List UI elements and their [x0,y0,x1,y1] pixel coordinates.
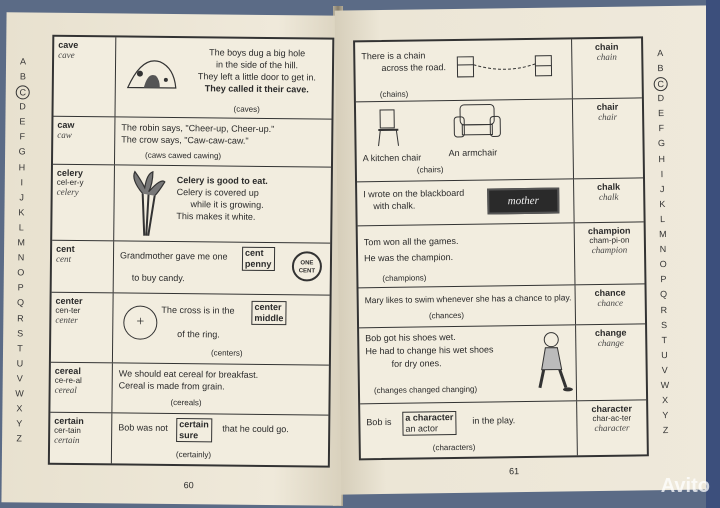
headword: chance [594,287,626,299]
alphabet-letter: G [657,138,666,149]
sentence-line: They left a little door to get in. [197,71,316,83]
synonym-box [242,247,275,271]
coin-text: ONE CENT [298,260,316,275]
alphabet-letter: T [661,334,668,345]
entry-center [51,293,330,366]
headword: chair [596,101,619,112]
sentence-line: that he could go. [222,423,289,435]
alphabet-letter: T [17,343,23,354]
cave-illustration [126,51,178,92]
word-forms: (champions) [382,273,427,284]
entry-chair [356,98,643,182]
alphabet-letter: F [658,123,665,134]
sentence-line: Tom won all the games. [363,235,459,248]
sentence-line: to buy candy. [131,272,185,284]
armchair-illustration [452,102,503,143]
boxed-word: sure [179,430,199,441]
sentence-line: We should eat cereal for breakfast. [118,368,259,380]
script-word: chalk [598,191,619,202]
entry-cave [53,37,332,120]
sentence-line: He was the champion. [364,252,454,264]
sentence-line: Celery is covered up [176,187,259,198]
entry-chain [355,38,642,102]
sentence-line: A kitchen chair [362,152,422,164]
word-cell [52,241,115,293]
alphabet-index-right [653,46,672,439]
script-word: chain [596,51,617,62]
word-forms: (characters) [432,442,476,453]
syllables: char-ac-ter [592,413,632,424]
synonym-box [402,411,456,436]
alphabet-letter: H [658,153,666,164]
word-forms: (chairs) [416,165,444,175]
word-cell [571,38,642,98]
script-word: celery [56,186,79,197]
word-cell [52,165,115,241]
sentence-line: He had to change his wet shoes [365,344,494,357]
alphabet-letter: D [19,101,26,112]
sentence-line: An armchair [448,147,498,159]
word-cell [50,363,113,413]
entry-cereal [50,363,329,416]
alphabet-letter: N [17,252,25,263]
boxed-word: penny [244,258,272,270]
alphabet-letter: P [660,274,667,285]
page-number: 61 [509,466,520,477]
alphabet-letter: V [16,373,23,384]
syllables: cen-ter [55,305,81,316]
sentence-line: for dry ones. [391,358,442,369]
word-forms: (changes changed changing) [373,384,478,396]
sentence-line: in the side of the hill. [215,59,299,71]
headword: center [55,295,83,307]
alphabet-letter: D [657,93,665,104]
alphabet-letter: J [19,192,24,203]
synonym-box [176,418,212,442]
word-forms: (caws cawed cawing) [145,150,222,161]
alphabet-letter: A [19,56,27,67]
word-cell [53,37,116,117]
alphabet-letter: L [659,213,666,225]
entry-chalk [357,178,644,226]
sentence-line: The robin says, "Cheer-up, Cheer-up." [121,122,275,135]
boxed-word: a character [405,412,454,423]
script-word: chance [597,297,624,309]
watermark-text: Avito [660,475,710,497]
syllables: cham-pi-on [589,235,630,246]
dictionary-table-right [353,36,649,460]
alphabet-letter: F [19,131,26,142]
dictionary-table-left [48,35,334,468]
alphabet-letter: C [16,85,30,99]
sentence-line: Bob got his shoes wet. [365,331,456,344]
ring-illustration: + [123,305,157,339]
word-cell [574,222,645,284]
syllables: cer-tain [54,425,81,436]
word-cell [574,284,645,324]
sentence-line: The cross is in the [161,304,235,316]
headword: character [591,403,633,415]
script-word: center [55,314,78,325]
word-cell [573,178,644,222]
book-cover-edge [706,0,720,508]
sentence-line: in the play. [472,415,516,426]
boxed-word: certain [179,419,209,430]
sentence-line: Celery is good to eat. [176,175,268,186]
sentence-line: Mary likes to swim whenever she has a chance to play. [364,292,572,306]
word-forms: (cereals) [170,397,202,408]
alphabet-letter: W [660,379,670,391]
entry-caw [53,117,331,168]
left-page [1,12,346,506]
alphabet-letter: I [20,177,24,188]
headword: caw [57,119,75,130]
script-word: certain [54,434,80,446]
alphabet-letter: U [661,349,668,360]
alphabet-letter: Y [16,418,23,429]
entry-change [359,324,646,404]
right-page [335,5,718,494]
syllables: ce-re-al [54,375,82,386]
boxed-word: center [254,301,282,313]
sentence-line: The boys dug a big hole [209,47,306,59]
headword: chalk [597,181,621,193]
alphabet-letter: A [657,48,664,59]
word-forms: (certainly) [175,450,212,460]
sentence-line: across the road. [381,62,447,74]
sentence-line: Bob was not [118,422,168,433]
sentence-line: They called it their cave. [204,83,309,95]
word-forms: (chains) [379,89,409,100]
coin-illustration [292,251,322,281]
script-word: cave [58,49,75,60]
alphabet-letter: X [16,403,23,414]
alphabet-letter: B [19,71,26,82]
kitchen-chair-illustration [376,108,401,148]
script-word: cereal [54,384,77,395]
alphabet-letter: E [19,116,26,127]
entry-cent [52,241,331,296]
page-number: 60 [183,480,194,491]
alphabet-letter: V [661,364,668,375]
sentence-line: There is a chain [361,50,426,62]
alphabet-letter: J [659,183,665,194]
boy-illustration [533,329,574,394]
script-word: cent [55,253,72,264]
alphabet-letter: O [659,259,667,270]
alphabet-letter: U [16,358,24,369]
sentence-line: while it is growing. [190,199,264,210]
sentence-line: Grandmother gave me one [119,250,228,262]
alphabet-letter: G [18,146,26,157]
alphabet-letter: B [657,63,664,74]
script-word: champion [591,244,628,256]
word-cell [576,400,647,455]
alphabet-letter: K [18,207,25,218]
synonym-box [251,301,286,325]
sentence-line: Bob is [366,416,392,428]
alphabet-letter: I [660,168,664,179]
word-cell [572,98,643,178]
entry-champion [358,222,645,288]
alphabet-letter: R [660,304,668,315]
sentence-line: with chalk. [373,200,416,212]
word-cell [50,413,113,464]
sentence-line: Cereal is made from grain. [118,380,225,392]
word-cell [53,117,115,165]
watermark-logo [661,475,710,498]
chain-illustration [455,52,555,83]
alphabet-letter: H [18,161,26,172]
alphabet-letter: K [659,198,666,209]
alphabet-letter: N [659,244,667,255]
alphabet-letter: C [654,77,668,91]
alphabet-letter: Y [662,410,669,421]
word-forms: (caves) [233,104,260,114]
boxed-word: cent [245,247,264,258]
headword: chain [594,41,619,53]
alphabet-letter: X [662,395,669,406]
entry-chance [359,284,646,328]
sentence-line: This makes it white. [176,211,256,222]
celery-illustration [124,169,169,237]
script-word: caw [57,129,72,140]
alphabet-letter: P [17,282,24,293]
headword: celery [56,167,83,179]
script-word: change [597,337,624,349]
alphabet-letter: S [660,319,668,330]
entry-certain [50,413,329,466]
syllables: cel-er-y [56,177,84,188]
alphabet-letter: L [18,222,24,233]
headword: cave [58,39,79,50]
word-cell [51,293,114,363]
word-forms: (chances) [428,310,465,321]
sentence-line: The crow says, "Caw-caw-caw." [121,134,249,146]
alphabet-letter: Z [662,425,669,436]
sentence-line: of the ring. [177,329,220,340]
alphabet-letter: M [658,229,667,240]
alphabet-letter: Q [16,297,25,308]
script-word: chair [598,111,618,122]
headword: change [594,327,627,339]
word-forms: (centers) [210,348,243,358]
boxed-word: an actor [405,423,439,434]
headword: champion [587,225,631,237]
alphabet-letter: Q [660,289,668,300]
word-cell [575,324,646,400]
blackboard-illustration [487,188,559,215]
script-word: character [594,422,630,434]
alphabet-letter: O [17,267,25,278]
headword: cereal [54,365,81,377]
alphabet-letter: R [17,312,24,323]
sentence-line: I wrote on the blackboard [363,187,465,200]
alphabet-letter: W [15,388,24,399]
alphabet-letter: Z [16,433,22,444]
alphabet-letter: S [17,327,24,339]
headword: certain [54,415,84,427]
blackboard-text: mother [507,194,539,208]
boxed-word: middle [254,312,284,324]
headword: cent [56,243,75,254]
alphabet-index-left [12,54,30,446]
entry-celery [52,165,331,244]
alphabet-letter: M [17,237,25,248]
entry-character [360,400,647,458]
alphabet-letter: E [658,108,665,119]
